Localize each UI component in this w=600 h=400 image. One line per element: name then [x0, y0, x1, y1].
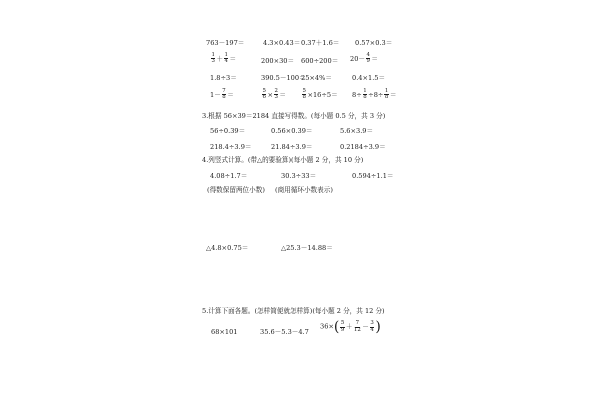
q3-heading: 3.根据 56×39＝2184 直接写得数。(每小题 0.5 分，共 3 分)	[202, 112, 386, 120]
q4-heading: 4.列竖式计算。(带△的要验算)(每小题 2 分，共 10 分)	[202, 156, 364, 164]
q5-item-1: 68×101	[211, 328, 238, 336]
oral-calc-14: $\frac{5}{6}$ × $\frac{2}{3}$ ＝	[262, 88, 286, 101]
oral-calc-6: 200×30＝	[261, 57, 295, 65]
q4-item-1: 4.08÷1.7＝	[210, 172, 248, 180]
oral-calc-13: 1－ $\frac{7}{8}$ ＝	[210, 88, 234, 101]
oral-calc-4: 0.57×0.3＝	[355, 39, 393, 47]
left-paren: (	[333, 319, 340, 335]
q3-item-2: 0.56×0.39＝	[271, 127, 313, 135]
right-paren: )	[375, 319, 381, 335]
oral-calc-7: 600÷200＝	[301, 57, 339, 65]
q4-item-5: △25.3－14.88＝	[281, 244, 333, 252]
oral-calc-2: 4.3×0.43＝	[263, 39, 301, 47]
q4-note-1: (得数保留两位小数)	[207, 186, 265, 194]
oral-calc-5: $\frac{1}{3}$ ＋ $\frac{1}{4}$ ＝	[211, 52, 237, 65]
fraction: $\frac{5}{8}$	[302, 88, 306, 101]
q4-item-2: 30.3÷33＝	[281, 172, 317, 180]
q5-item-2: 35.6－5.3－4.7	[260, 328, 309, 336]
oral-calc-9: 1.8÷3＝	[210, 74, 237, 82]
fraction: $\frac{5}{6}$	[262, 88, 266, 101]
fraction: $\frac{5}{9}$	[340, 320, 345, 333]
q4-item-3: 0.594÷1.1＝	[352, 172, 394, 180]
oral-calc-15: $\frac{5}{8}$ ×16÷5＝	[302, 88, 338, 101]
q3-item-6: 0.2184÷3.9＝	[340, 143, 386, 151]
q3-item-5: 21.84÷3.9＝	[271, 143, 313, 151]
fraction: $\frac{7}{8}$	[222, 88, 226, 101]
q5-item-3: 36×( $\frac{5}{9}$ ＋ $\frac{7}{12}$ － $\frac{3}{4}$ )	[320, 319, 381, 335]
fraction: $\frac{4}{9}$	[366, 52, 370, 65]
fraction: $\frac{3}{4}$	[370, 320, 374, 333]
oral-calc-16: 8÷ $\frac{1}{8}$ ÷8÷ $\frac{1}{8}$ ＝	[352, 88, 397, 101]
q3-item-4: 218.4÷3.9＝	[210, 143, 252, 151]
oral-calc-10: 390.5－100＝	[261, 74, 306, 82]
fraction: $\frac{1}{8}$	[363, 88, 367, 101]
fraction: $\frac{1}{4}$	[224, 52, 228, 65]
oral-calc-8: 20－ $\frac{4}{9}$ ＝	[350, 52, 379, 65]
fraction: $\frac{1}{3}$	[211, 52, 215, 65]
q3-item-1: 56÷0.39＝	[210, 127, 246, 135]
oral-calc-11: 25×4%＝	[301, 74, 332, 82]
fraction: $\frac{1}{8}$	[384, 88, 389, 101]
oral-calc-12: 0.4×1.5＝	[352, 74, 386, 82]
q5-heading: 5.计算下面各题。(怎样简便就怎样算)(每小题 2 分，共 12 分)	[202, 307, 385, 315]
oral-calc-3: 0.37＋1.6＝	[301, 39, 340, 47]
q3-item-3: 5.6×3.9＝	[340, 127, 374, 135]
oral-calc-1: 763－197＝	[206, 39, 245, 47]
q4-note-2: (商用循环小数表示)	[275, 186, 333, 194]
fraction: $\frac{7}{12}$	[353, 320, 361, 333]
fraction: $\frac{2}{3}$	[274, 88, 278, 101]
q4-item-4: △4.8×0.75＝	[206, 244, 249, 252]
